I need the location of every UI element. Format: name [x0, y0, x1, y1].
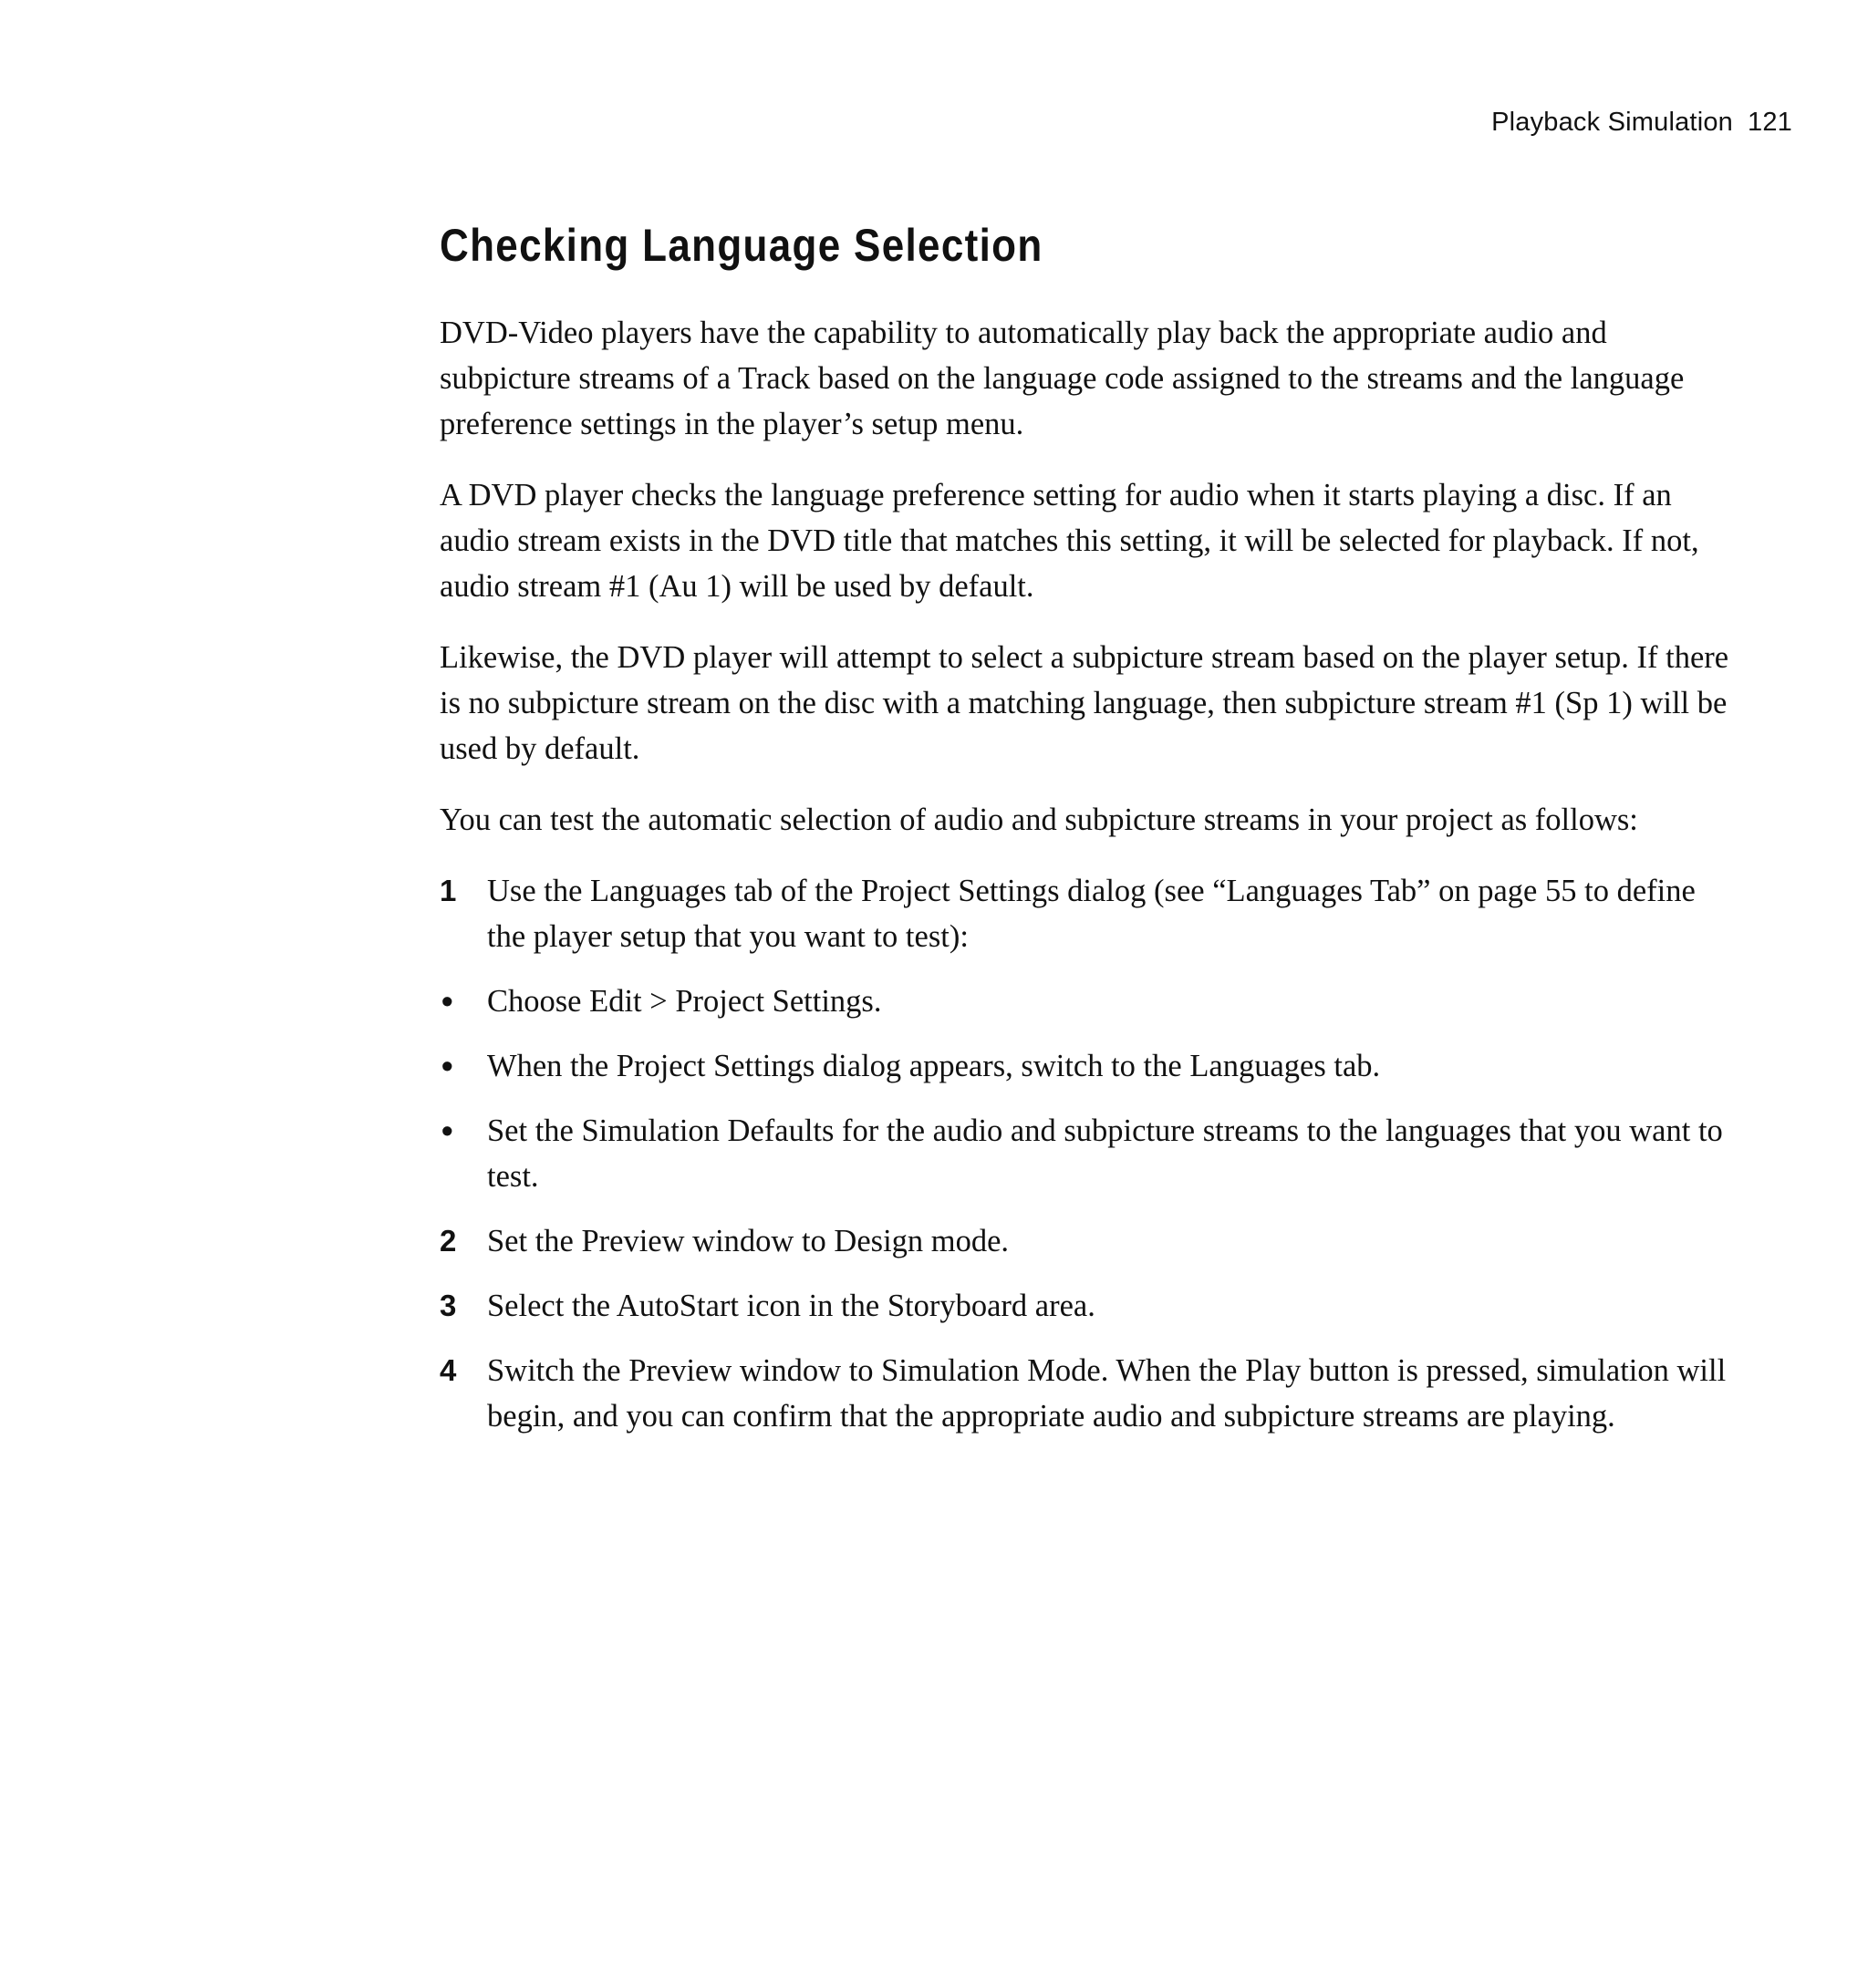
step-number: 2	[440, 1224, 457, 1258]
bullet-marker: •	[441, 982, 453, 1020]
bullet-item	[440, 1108, 1735, 1199]
step-number: 3	[440, 1289, 457, 1322]
step-item	[440, 868, 1735, 959]
bullet-item	[440, 978, 1735, 1024]
section-heading: Checking Language Selection	[440, 220, 1043, 271]
steps-list	[440, 868, 1735, 1439]
paragraph-subpicture-check: Likewise, the DVD player will attempt to select a subpicture stream based on the player setup. If there is no subpicture stream on the disc with a matching language, then subpicture stream #1 (Sp 1) will be used by default.	[440, 640, 1729, 766]
paragraph-intro: DVD-Video players have the capability to automatically play back the appropriate audio and subpicture streams of a Track based on the language code assigned to the streams and the language preference settings in the player’s setup menu.	[440, 316, 1685, 441]
paragraph-audio-check: A DVD player checks the language preference setting for audio when it starts playing a disc. If an audio stream exists in the DVD title that matches this setting, it will be selected for playback. If not, audio stream #1 (Au 1) will be used by default.	[440, 478, 1699, 604]
bullet-text: Choose Edit > Project Settings.	[487, 984, 882, 1019]
step-text: Use the Languages tab of the Project Settings dialog (see “Languages Tab” on page 55 to define the player setup that you want to test):	[487, 874, 1696, 954]
page-number: 121	[1748, 108, 1792, 137]
bullet-marker: •	[441, 1047, 453, 1084]
step-item	[440, 1283, 1735, 1329]
bullet-item	[440, 1043, 1735, 1089]
step-text: Switch the Preview window to Simulation Mode. When the Play button is pressed, simulation will begin, and you can confirm that the appropriate audio and subpicture streams are playing.	[487, 1353, 1727, 1434]
section-title: Playback Simulation	[1491, 108, 1733, 137]
bullet-text: Set the Simulation Defaults for the audio and subpicture streams to the languages that you want to test.	[487, 1113, 1723, 1194]
step-text: Select the AutoStart icon in the Storyboard area.	[487, 1289, 1095, 1323]
bullet-marker: •	[441, 1112, 453, 1149]
step-number: 4	[440, 1353, 457, 1387]
page-content	[440, 219, 1735, 1458]
step-item	[440, 1348, 1735, 1439]
step-item	[440, 1218, 1735, 1264]
step-text: Set the Preview window to Design mode.	[487, 1224, 1010, 1258]
bullet-text: When the Project Settings dialog appears, switch to the Languages tab.	[487, 1049, 1381, 1083]
paragraph-test-intro: You can test the automatic selection of audio and subpicture streams in your project as follows:	[440, 802, 1638, 837]
running-header	[1491, 108, 1792, 138]
step-number: 1	[440, 874, 457, 907]
